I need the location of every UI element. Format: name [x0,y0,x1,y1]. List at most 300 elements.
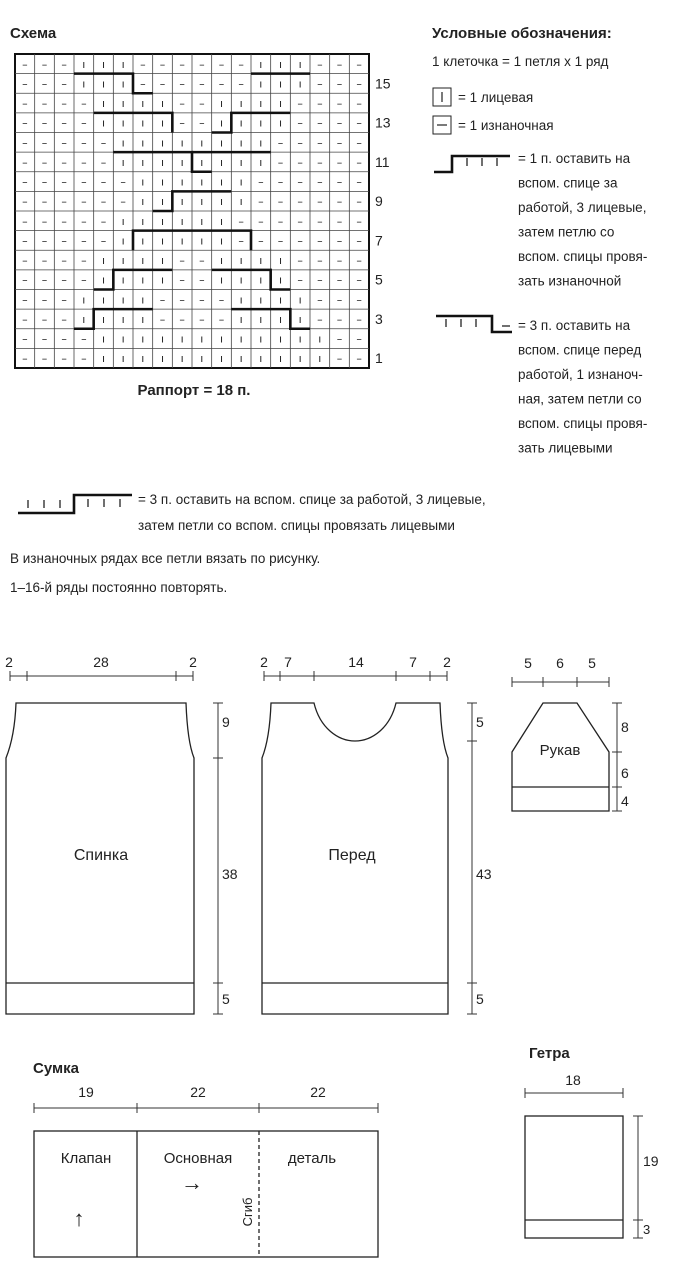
chart-cell-purl: – [179,57,185,71]
chart-cell-purl: – [336,352,343,366]
chart-cell-knit: ı [141,116,145,130]
chart-cell-knit: ı [219,195,224,209]
chart-cell-purl: – [61,116,67,130]
chart-cell-knit: ı [259,293,263,307]
chart-cell-purl: – [41,195,48,209]
legend-cross-right-line: вспом. спицы провя- [518,249,648,264]
chart-cell-purl: – [41,352,48,366]
chart-cell-purl: – [120,195,126,209]
chart-cell-knit: ı [82,77,86,91]
chart-cell-knit: ı [121,116,125,130]
chart-cell-purl: – [317,116,323,130]
chart-cell-purl: – [61,175,67,189]
chart-rapport: Раппорт = 18 п. [137,382,251,399]
chart-cell-purl: – [179,77,185,91]
chart-cell-purl: – [81,254,87,268]
chart-cell-knit: ı [298,77,302,91]
chart-cell-purl: – [100,175,107,189]
note-2: 1–16-й ряды постоянно повторять. [10,580,228,595]
chart-cell-purl: – [41,273,48,287]
chart-cell-knit: ı [298,57,302,71]
chart-cell-purl: – [61,136,67,150]
chart-cell-knit: ı [200,332,204,346]
chart-cell-purl: – [199,57,205,71]
chart-cell-purl: – [297,136,303,150]
chart-cell-purl: – [41,97,48,111]
chart-cell-purl: – [100,155,107,169]
chart-row-label: 13 [375,114,391,131]
chart-cell-knit: ı [160,254,165,268]
chart-cell-knit: ı [200,175,204,189]
chart-cell-knit: ı [101,254,106,268]
chart-cell-knit: ı [141,136,145,150]
chart-cell-knit: ı [160,352,165,366]
chart-cell-knit: ı [219,273,224,287]
chart-cell-knit: ı [219,136,224,150]
legend-cross-left-line: вспом. спицы провя- [518,416,648,431]
chart-cell-knit: ı [259,57,263,71]
chart-cell-knit: ı [298,293,302,307]
chart-cell-purl: – [336,77,343,91]
chart-cell-knit: ı [141,214,145,228]
chart-cell-purl: – [179,254,185,268]
chart-cell-purl: – [140,77,146,91]
chart-cell-purl: – [317,195,323,209]
legend-cross-right-line: = 1 п. оставить на [518,151,631,166]
chart-cell-purl: – [41,57,48,71]
chart-cell-knit: ı [200,155,204,169]
chart-cell-knit: ı [298,332,302,346]
chart-cell-purl: – [22,312,28,326]
legend-cross-left-line: работой, 1 изнаноч- [518,367,643,382]
chart-cell-knit: ı [121,77,125,91]
chart-cell-knit: ı [121,97,125,111]
chart-cell-knit: ı [239,332,243,346]
cross-right-symbol-icon [434,156,510,172]
chart-row-label: 1 [375,350,383,367]
sleeve-width-2: 6 [556,655,564,671]
chart-cell-purl: – [81,273,87,287]
chart-cell-purl: – [356,293,362,307]
legend-cross-right-line: работой, 3 лицевые, [518,200,647,215]
chart-cell-knit: ı [278,293,283,307]
chart-cell-purl: – [317,254,323,268]
chart-cell-purl: – [120,175,126,189]
chart-cell-purl: – [81,155,87,169]
front-width-4: 7 [409,654,417,670]
legend-cross-right-line: зать изнаночной [518,273,622,289]
chart-cell-purl: – [336,116,343,130]
chart-cell-purl: – [218,293,225,307]
gaiter-piece [525,1045,659,1238]
chart-cell-knit: ı [141,332,145,346]
chart-cell-knit: ı [278,77,283,91]
legend-cross-left-line: зать лицевыми [518,440,613,456]
chart-cell-purl: – [61,234,67,248]
chart-cell-purl: – [336,136,343,150]
chart-cell-knit: ı [259,77,263,91]
chart-cell-knit: ı [141,155,145,169]
chart-cell-knit: ı [101,312,106,326]
chart-cell-purl: – [336,155,343,169]
chart-cell-knit: ı [200,195,204,209]
chart-cell-knit: ı [180,332,184,346]
chart-cell-knit: ı [101,293,106,307]
chart-cell-purl: – [238,214,244,228]
chart-cell-knit: ı [160,234,165,248]
cross-left-symbol-icon [436,316,512,332]
chart-cell-knit: ı [259,136,263,150]
chart-cell-knit: ı [160,214,165,228]
chart-cell-purl: – [140,57,146,71]
chart-cell-purl: – [199,97,205,111]
legend-cross-left-line: = 3 п. оставить на [518,318,631,333]
sleeve-height-rib: 4 [621,793,629,809]
chart-cell-knit: ı [180,352,184,366]
chart-cell-knit: ı [298,352,302,366]
chart-cell-purl: – [258,195,264,209]
chart-cell-purl: – [61,214,67,228]
chart-cell-knit: ı [121,155,125,169]
chart-cell-purl: – [356,97,362,111]
chart-cell-purl: – [61,57,67,71]
chart-cell-purl: – [317,97,323,111]
chart-cell-knit: ı [121,254,125,268]
bag-width-flap: 19 [78,1084,94,1100]
chart-cell-purl: – [356,155,362,169]
legend-knit [433,88,533,106]
chart-cell-knit: ı [160,97,165,111]
chart-cell-purl: – [199,312,205,326]
chart-cell-purl: – [22,136,28,150]
chart-cell-purl: – [41,293,48,307]
chart-cell-purl: – [356,273,362,287]
chart-cell-purl: – [81,332,87,346]
chart-cell-knit: ı [121,57,125,71]
chart-cell-purl: – [238,57,244,71]
chart-cell-purl: – [61,332,67,346]
chart-cell-purl: – [41,116,48,130]
arrow-up-icon: ↑ [73,1206,85,1231]
chart-cell-knit: ı [121,234,125,248]
chart-cell-knit: ı [278,332,283,346]
chart-cell-knit: ı [160,195,165,209]
chart-cell-knit: ı [219,214,224,228]
chart-cell-purl: – [336,175,343,189]
chart-cell-purl: – [61,97,67,111]
chart-cell-knit: ı [239,116,243,130]
legend-cross-left-line: ная, затем петли со [518,391,642,407]
chart-cell-knit: ı [141,234,145,248]
chart-row-label: 5 [375,271,383,288]
chart-cell-purl: – [336,195,343,209]
chart-cell-knit: ı [259,352,263,366]
chart-cell-knit: ı [160,116,165,130]
chart-cell-purl: – [81,136,87,150]
chart-cell-purl: – [218,312,225,326]
legend-purl [433,116,554,134]
chart-cell-purl: – [22,175,28,189]
chart-cell-purl: – [81,195,87,209]
chart-cell-knit: ı [121,273,125,287]
chart-cell-knit: ı [219,352,224,366]
chart-cell-knit: ı [141,273,145,287]
back-height-armhole: 9 [222,714,230,730]
chart-cell-purl: – [218,77,225,91]
chart-cell-knit: ı [160,136,165,150]
legend-knit-text: = 1 лицевая [458,90,534,105]
chart-cell-purl: – [22,273,28,287]
back-width-left: 2 [5,654,13,670]
chart-cell-purl: – [159,312,166,326]
bag-piece [33,1060,378,1257]
chart-cell-knit: ı [219,155,224,169]
front-label: Перед [328,847,376,864]
chart-cell-purl: – [179,116,185,130]
chart-cell-knit: ı [101,77,106,91]
chart-cell-knit: ı [239,195,243,209]
chart-cell-purl: – [199,273,205,287]
chart-cell-purl: – [179,97,185,111]
chart-cell-purl: – [356,214,362,228]
back-height-body: 38 [222,866,238,882]
chart-cell-purl: – [356,175,362,189]
chart-cell-purl: – [41,214,48,228]
chart-cell-knit: ı [259,155,263,169]
chart-cell-knit: ı [101,97,106,111]
bag-main-label: Основная [163,1150,233,1167]
chart-cell-knit: ı [160,273,165,287]
chart-cell-purl: – [41,175,48,189]
chart-cell-purl: – [336,214,343,228]
front-width-1: 2 [260,654,268,670]
chart-cell-purl: – [22,332,28,346]
chart-cell-knit: ı [121,293,125,307]
chart-cell-knit: ı [219,175,224,189]
chart-cell-purl: – [238,77,244,91]
bag-fold-label: Сгиб [240,1197,255,1227]
chart-cell-purl: – [22,352,28,366]
chart-cell-knit: ı [278,57,283,71]
chart-cell-purl: – [41,332,48,346]
chart-cell-purl: – [179,312,185,326]
chart-cell-purl: – [356,312,362,326]
chart-cell-knit: ı [160,175,165,189]
chart-cell-purl: – [61,312,67,326]
chart-cell-purl: – [258,214,264,228]
front-height-neck: 5 [476,714,484,730]
chart-cell-purl: – [277,214,284,228]
chart-cell-purl: – [356,195,362,209]
cable-text-line-1: = 3 п. оставить на вспом. спице за работой, 3 лицевые, [138,492,486,507]
front-width-5: 2 [443,654,451,670]
chart-cell-purl: – [22,254,28,268]
chart-cell-knit: ı [259,97,263,111]
chart-cell-purl: – [277,136,284,150]
chart-cell-purl: – [297,254,303,268]
chart-cell-knit: ı [160,332,165,346]
back-width-main: 28 [93,654,109,670]
chart-cell-purl: – [22,195,28,209]
chart-cell-purl: – [336,293,343,307]
cable-symbol-icon [18,495,132,513]
chart-cell-knit: ı [82,57,86,71]
chart-cell-purl: – [22,77,28,91]
chart-cell-purl: – [81,116,87,130]
chart-cell-purl: – [336,312,343,326]
chart-cell-purl: – [41,77,48,91]
chart-cell-purl: – [317,234,323,248]
chart-cell-purl: – [317,155,323,169]
chart-cell-purl: – [81,352,87,366]
chart-cell-knit: ı [219,234,224,248]
chart-cell-knit: ı [278,116,283,130]
chart-cell-purl: – [277,195,284,209]
gaiter-height-body: 19 [643,1153,659,1169]
chart-cell-purl: – [336,254,343,268]
chart-cell-knit: ı [180,234,184,248]
chart-cell-purl: – [159,57,166,71]
chart-cell-purl: – [336,234,343,248]
chart-cell-purl: – [297,195,303,209]
sleeve-width-3: 5 [588,655,596,671]
front-height-rib: 5 [476,991,484,1007]
legend-cross-left-line: вспом. спице перед [518,342,642,358]
chart-cell-purl: – [317,175,323,189]
chart-cell-purl: – [61,293,67,307]
chart-cell-purl: – [356,77,362,91]
chart-cell-knit: ı [101,332,106,346]
chart-cell-knit: ı [141,97,145,111]
chart-cell-knit: ı [180,175,184,189]
chart-cell-purl: – [41,155,48,169]
chart-cell-purl: – [22,155,28,169]
chart-cell-knit: ı [219,116,224,130]
chart-cell-purl: – [277,175,284,189]
gaiter-width: 18 [565,1072,581,1088]
chart-cell-knit: ı [278,312,283,326]
chart-cell-knit: ı [278,273,283,287]
chart-cell-knit: ı [219,332,224,346]
chart-cell-purl: – [100,234,107,248]
chart-cell-purl: – [356,332,362,346]
chart-cell-purl: – [317,312,323,326]
legend-cross-right-line: затем петлю со [518,224,615,240]
chart-cell-purl: – [61,77,67,91]
chart-cell-purl: – [297,116,303,130]
chart-cell-knit: ı [239,136,243,150]
chart-cell-knit: ı [239,175,243,189]
chart-cell-knit: ı [259,254,263,268]
chart-cell-purl: – [297,175,303,189]
back-piece [5,654,238,1014]
legend-purl-text: = 1 изнаночная [458,118,554,133]
chart-cell-purl: – [179,273,185,287]
chart-cell-purl: – [159,77,166,91]
chart-cell-knit: ı [141,195,145,209]
chart-cell-purl: – [199,77,205,91]
chart-cell-purl: – [41,254,48,268]
chart-cell-purl: – [22,97,28,111]
chart-cell-knit: ı [239,155,243,169]
chart-cell-purl: – [61,352,67,366]
chart-cell-knit: ı [141,352,145,366]
chart-cell-knit: ı [141,293,145,307]
chart-cell-purl: – [218,57,225,71]
gaiter-height-rib: 3 [643,1222,651,1237]
front-width-2: 7 [284,654,292,670]
back-label: Спинка [73,847,129,864]
chart-cell-purl: – [41,136,48,150]
chart-cell-knit: ı [101,116,106,130]
chart-cell-knit: ı [278,352,283,366]
chart-cell-knit: ı [101,273,106,287]
chart-cell-purl: – [100,195,107,209]
chart-cell-knit: ı [141,175,145,189]
chart-cell-knit: ı [239,97,243,111]
cable-text-line-2: затем петли со вспом. спицы провязать лицевыми [138,518,455,533]
chart-cell-knit: ı [121,312,125,326]
sleeve-height-cap: 8 [621,719,629,735]
chart-cell-purl: – [356,57,362,71]
chart-cell-knit: ı [278,97,283,111]
chart-cell-knit: ı [239,273,243,287]
chart-cell-purl: – [199,254,205,268]
legend-cell: 1 клеточка = 1 петля х 1 ряд [432,54,609,69]
chart-cell-purl: – [41,312,48,326]
chart-title: Схема [10,25,57,42]
chart-cell-purl: – [297,234,303,248]
chart-cell-purl: – [22,116,28,130]
chart-cell-purl: – [277,234,284,248]
chart-cell-knit: ı [180,136,184,150]
chart-cell-knit: ı [180,214,184,228]
chart-row-label: 3 [375,310,383,327]
chart-cell-knit: ı [141,312,145,326]
note-1: В изнаночных рядах все петли вязать по рисунку. [10,551,321,566]
chart-cell-purl: – [100,214,107,228]
chart-cell-purl: – [277,155,284,169]
chart-cell-purl: – [297,155,303,169]
chart-cell-purl: – [238,234,244,248]
chart-cell-purl: – [258,175,264,189]
chart-cell-knit: ı [101,57,106,71]
chart-cell-purl: – [356,254,362,268]
chart-row-label: 11 [375,153,390,170]
chart-cell-purl: – [297,273,303,287]
chart-cell-purl: – [258,234,264,248]
chart-row-label: 15 [375,75,391,92]
chart-cell-purl: – [22,293,28,307]
arrow-right-icon: → [181,1170,203,1195]
back-height-rib: 5 [222,991,230,1007]
chart-cell-knit: ı [239,293,243,307]
chart-cell-knit: ı [259,312,263,326]
chart-row-label: 7 [375,232,383,249]
chart-cell-knit: ı [180,155,184,169]
legend-cross-right-text [518,151,647,289]
chart-cell-purl: – [317,214,323,228]
chart-cell-purl: – [61,195,67,209]
bag-flap-label: Клапан [60,1150,112,1167]
chart-cell-knit: ı [121,332,125,346]
chart-cell-knit: ı [200,136,204,150]
chart-cell-purl: – [317,293,323,307]
chart-cell-purl: – [336,332,343,346]
chart-cell-knit: ı [141,254,145,268]
chart-cell-purl: – [356,116,362,130]
bag-detail-label: деталь [287,1150,337,1167]
